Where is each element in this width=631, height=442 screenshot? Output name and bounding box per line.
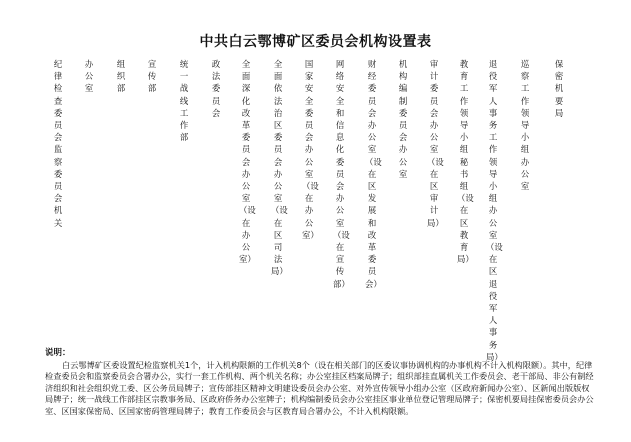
org-column: 纪律检查委员会监察委员会机关 [53, 59, 63, 228]
org-column: 国家安全委员会办公室（设在办公室） [302, 59, 319, 240]
org-column: 办公室 [84, 59, 94, 94]
org-column: 政法委员会 [211, 59, 221, 118]
document-title: 中共白云鄂博矿区委员会机构设置表 [199, 34, 432, 50]
org-column: 机构编制委员会办公室 [398, 59, 408, 179]
org-column: 全面深化改革委员会办公室（设在办公室） [239, 59, 256, 265]
org-column: 全面依法治区委员会办公室（设在区司法局） [271, 59, 288, 277]
org-column: 财经委员会办公室（设在区发展和改革委员会） [365, 59, 382, 289]
org-column: 审计委员会办公室（设在区审计局） [427, 59, 444, 228]
org-column: 巡察工作领导小组办公室 [520, 59, 530, 192]
org-column: 宣传部 [147, 59, 157, 94]
org-column: 组织部 [116, 59, 126, 94]
org-column: 保密机要局 [554, 59, 564, 118]
org-column: 统一战线工作部 [179, 59, 189, 143]
notes-body: 白云鄂博矿区委设置纪检监察机关1个，计入机构限额的工作机关8个（设在相关部门的区委议事协调机构的办事机构不计入机构限额）。其中，纪律检查委员会和监察委员会合署办公，实行一套工作机构、两个机关名称；办公室挂区档案局牌子；组织部挂直属机关工作委员会、老干部局、非公有制经济组织和社会组织党工委、区公务员局牌子；宣传部挂区精神文明建设委员会办公室、对外宣传领导小组办公室（区政府新闻办公室）、区新闻出版版权局牌子；统一战线工作部挂区宗教事务局、区政府侨务办公室牌子；机构编制委员会办公室挂区事业单位登记管理局牌子；保密机要局挂保密委员会办公室、区国家保密局、区国家密码管理局牌子；教育工作委员会与区教育局合署办公，不计入机构限额。 [45, 360, 594, 416]
notes-label: 说明： [45, 348, 71, 358]
org-column: 教育工作领导小组秘书组（设在区教育局） [457, 59, 474, 265]
org-column: 退役军人事务工作领导小组办公室（设在区退役军人事务局） [486, 59, 503, 362]
org-column: 网络安全和信息化委员会办公室（设在宣传部） [333, 59, 350, 289]
